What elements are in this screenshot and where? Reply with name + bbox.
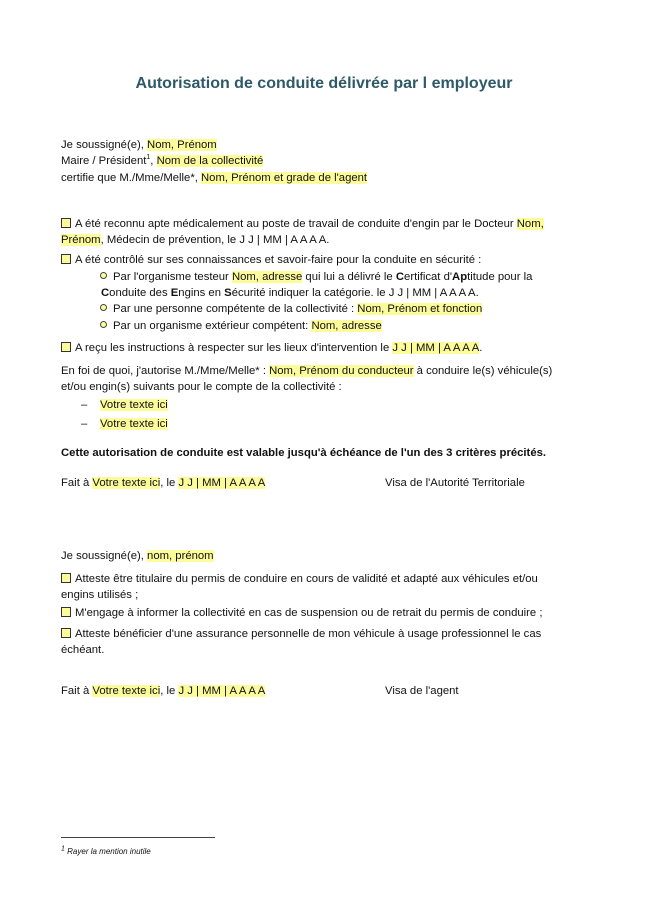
external-body-field[interactable]: Nom, adresse [311,320,382,332]
collectivity-field[interactable]: Nom de la collectivité [156,155,264,167]
employer-line-2: Maire / Président$^1$, Nom de la collectivité [61,154,264,167]
testing-body-field[interactable]: Nom, adresse [231,271,303,283]
doctor-name-field[interactable]: Nom, [516,218,544,230]
validity-statement: Cette autorisation de conduite est valable jusqu'à échéance de l'un des 3 critères précités. [61,447,547,459]
place-field[interactable]: Votre texte ici [92,685,161,697]
competent-person-field[interactable]: Nom, Prénom et fonction [357,303,483,315]
notify-check-item: M'engage à informer la collectivité en cas de suspension ou de retrait du permis de conduire ; [61,605,591,621]
signature-date-field[interactable]: J J | MM | A A A A [178,477,266,489]
place-field[interactable]: Votre texte ici [92,477,161,489]
footnote-separator [61,837,215,838]
authorization-paragraph: En foi de quoi, j'autorise M./Mme/Melle* : Nom, Prénom du conducteur à conduire le(s) véhicule(s) et/ou engin(s) suivants pour le compte de la collectivité : [61,365,553,393]
employer-name-field[interactable]: Nom, Prénom [147,139,217,151]
instructions-date-field[interactable]: J J | MM | A A A A [392,342,480,354]
instructions-check-item: A reçu les instructions à respecter sur les lieux d'intervention le J J | MM | A A A A. [61,340,591,356]
checkbox-icon[interactable] [61,573,71,583]
agent-name-field[interactable]: nom, prénom [147,550,214,562]
agent-name-grade-field[interactable]: Nom, Prénom et grade de l'agent [201,172,368,184]
driver-name-field[interactable]: Nom, Prénom du conducteur [269,365,414,377]
employer-line-3: certifie que M./Mme/Melle*, Nom, Prénom et grade de l'agent [61,172,368,184]
checkbox-icon[interactable] [61,607,71,617]
medical-date-field[interactable]: J J | MM | A A A A [239,234,327,246]
vehicle-item-2: – [81,418,88,430]
checkbox-icon[interactable] [61,342,71,352]
checkbox-icon[interactable] [61,628,71,638]
employer-line-1: Je soussigné(e), Nom, Prénom [61,139,217,151]
checkbox-icon[interactable] [61,218,71,228]
sub-option-competent-person: Par une personne compétente de la collectivité : Nom, Prénom et fonction [101,301,561,317]
signature-line-agent: Fait à Votre texte ici, le J J | MM | A A A A [61,685,266,697]
visa-agent: Visa de l'agent [385,685,459,697]
signature-line-employer: Fait à Votre texte ici, le J J | MM | A A A A [61,477,266,489]
page-title: Autorisation de conduite délivrée par l employeur [135,75,513,92]
checkbox-icon[interactable] [61,254,71,264]
visa-authority: Visa de l'Autorité Territoriale [385,477,525,489]
doctor-firstname-field[interactable]: Prénom [61,234,101,246]
medical-check-item: A été reconnu apte médicalement au poste de travail de conduite d'engin par le Docteur Nom, Prénom, Médecin de prévention, le J J | MM | A A A A. [61,218,544,246]
signature-date-field[interactable]: J J | MM | A A A A [178,685,266,697]
footnote-ref: 1 [146,154,151,162]
insurance-check-item: Atteste bénéficier d'une assurance personnelle de mon véhicule à usage professionnel le cas échéant. [61,628,542,656]
vehicle-item-1: – [81,399,88,411]
license-check-item: Atteste être titulaire du permis de conduire en cours de validité et adapté aux véhicules et/ou engins utilisés ; [61,573,538,601]
radio-circle-icon[interactable] [100,304,107,311]
sub-option-testing-body: Par l'organisme testeur Nom, adresse qui lui a délivré le Certificat d'Aptitude pour la Conduite des Engins en Sécurité indiquer la catégorie. le J J | MM | A A A A. [101,271,533,299]
footnote: $^1$ Rayer la mention inutile [61,845,151,856]
agent-line: Je soussigné(e), nom, prénom [61,550,214,562]
vehicle-field-1[interactable]: Votre texte ici [100,399,168,411]
skills-check-item: A été contrôlé sur ses connaissances et savoir-faire pour la conduite en sécurité : [61,252,591,268]
sub-option-external-body: Par un organisme extérieur compétent: Nom, adresse [101,318,561,334]
caces-date-field[interactable]: J J | MM | A A A A [388,287,476,299]
radio-circle-icon[interactable] [100,321,107,328]
radio-circle-icon[interactable] [100,272,107,279]
vehicle-field-2[interactable]: Votre texte ici [100,418,168,430]
